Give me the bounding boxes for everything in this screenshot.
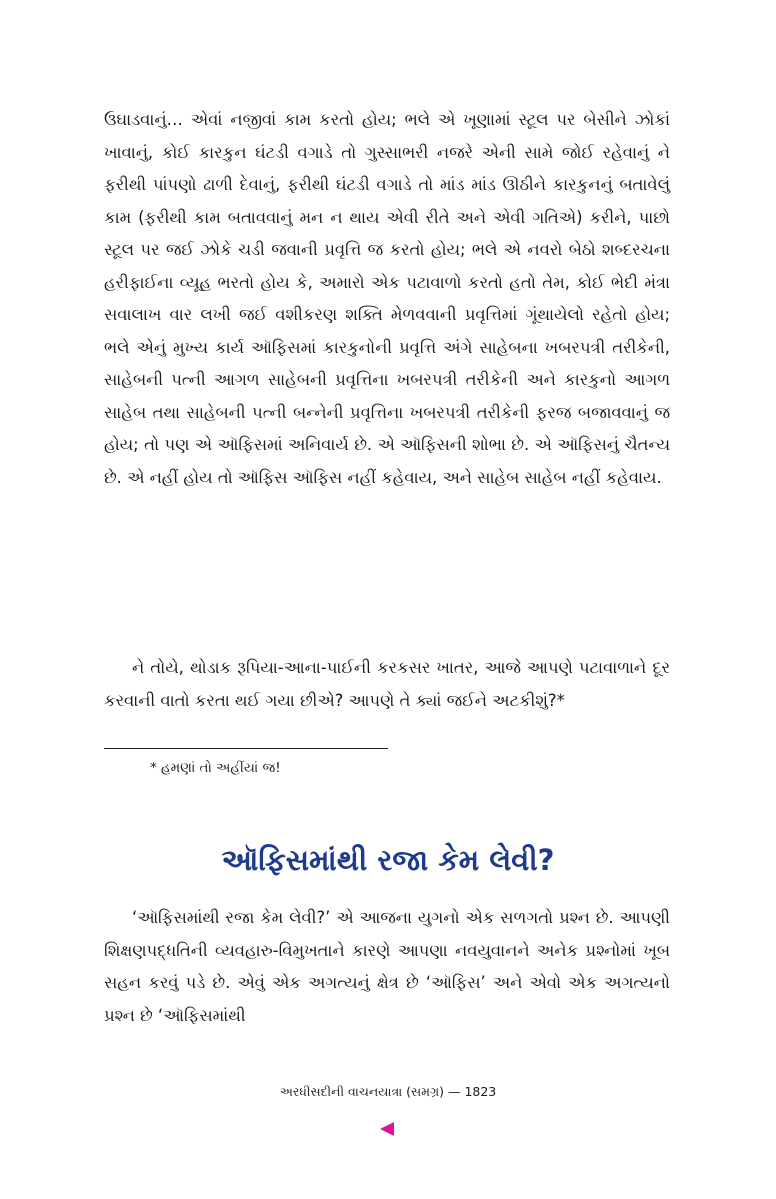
body-paragraph-1: ઉઘાડવાનું… એવાં નજીવાં કામ કરતો હોય; ભલે એ ખૂણામાં સ્ટૂલ પર બેસીને ઝોકાં ખાવાનું, કોઈ કારકુન ઘંટડી વગાડે તો ગુસ્સાભરી નજરે એની સામે જોઈ રહેવાનું ને ફરીથી પાંપણો ઢાળી દેવાનું, ફરીથી ઘંટડી વગાડે તો માંડ માંડ ઊઠીને કારકુનનું બતાવેલું કામ (ફરીથી કામ બતાવવાનું મન ન થાય એવી રીતે અને એવી ગતિએ) કરીને, પાછો સ્ટૂલ પર જઈ ઝોકે ચડી જવાની પ્રવૃત્તિ જ કરતો હોય; ભલે એ નવરો બેઠો શબ્દરચના હરીફાઈના વ્યૂહ ભરતો હોય કે, અમારો એક પટાવાળો કરતો હતો તેમ, કોઈ ભેદી મંત્રા સવાલાખ વાર લખી જઈ વશીકરણ શક્તિ મેળવવાની પ્રવૃત્તિમાં ગૂંથાયેલો રહેતો હોય; ભલે એનું મુખ્ય કાર્ય ઑફિસમાં કારકુનોની પ્રવૃત્તિ અંગે સાહેબના ખબરપત્રી તરીકેની, સાહેબની પત્ની આગળ સાહેબની પ્રવૃત્તિના ખબરપત્રી તરીકેની અને કારકુનો આગળ સાહેબ તથા સાહેબની પત્ની બન્નેની પ્રવૃત્તિના ખબરપત્રી તરીકેની ફરજ બજાવવાનું જ હોય; તો પણ એ ઑફિસમાં અનિવાર્ય છે. એ ઑફિસની શોભા છે. એ ઑફિસનું ચૈતન્ય છે. એ નહીં હોય તો ઑફિસ ઑફિસ નહીં કહેવાય, અને સાહેબ સાહેબ નહીં કહેવાય. <box>104 110 670 487</box>
body-paragraph-1-block <box>104 104 670 494</box>
page-footer-folio: અરધીસદીની વાચનયાત્રા (સમગ્ર) — 1823 <box>279 1084 497 1099</box>
section-paragraph-1: ‘ઑફિસમાંથી રજા કેમ લેવી?’ એ આજના યુગનો એક સળગતો પ્રશ્ન છે. આપણી શિક્ષણપદ્ધતિની વ્યવહારુ-વિમુખતાને કારણે આપણા નવયુવાનને અનેક પ્રશ્નોમાં ખૂબ સહન કરવું પડે છે. એવું એક અગત્યનું ક્ષેત્ર છે ‘ઑફિસ’ અને એવો એક અગત્યનો પ્રશ્ન છે ‘ઑફિસમાંથી <box>104 908 670 1025</box>
footnote-rule <box>104 748 388 749</box>
section-paragraph-block <box>104 902 670 1032</box>
footnote: * હમણાં તો અહીંયાં જ! <box>150 760 281 776</box>
body-paragraph-2-block <box>104 652 670 717</box>
body-paragraph-2: ને તોયે, થોડાક રૂપિયા-આના-પાઈની કરકસર ખાતર, આજે આપણે પટાવાળાને દૂર કરવાની વાતો કરતા થઈ ગયા છીએ? આપણે તે ક્યાં જઈને અટકીશું?* <box>104 658 670 710</box>
section-title: ઑફિસમાંથી રજા કેમ લેવી? <box>221 843 555 877</box>
prev-page-arrow-icon[interactable] <box>380 1122 394 1136</box>
